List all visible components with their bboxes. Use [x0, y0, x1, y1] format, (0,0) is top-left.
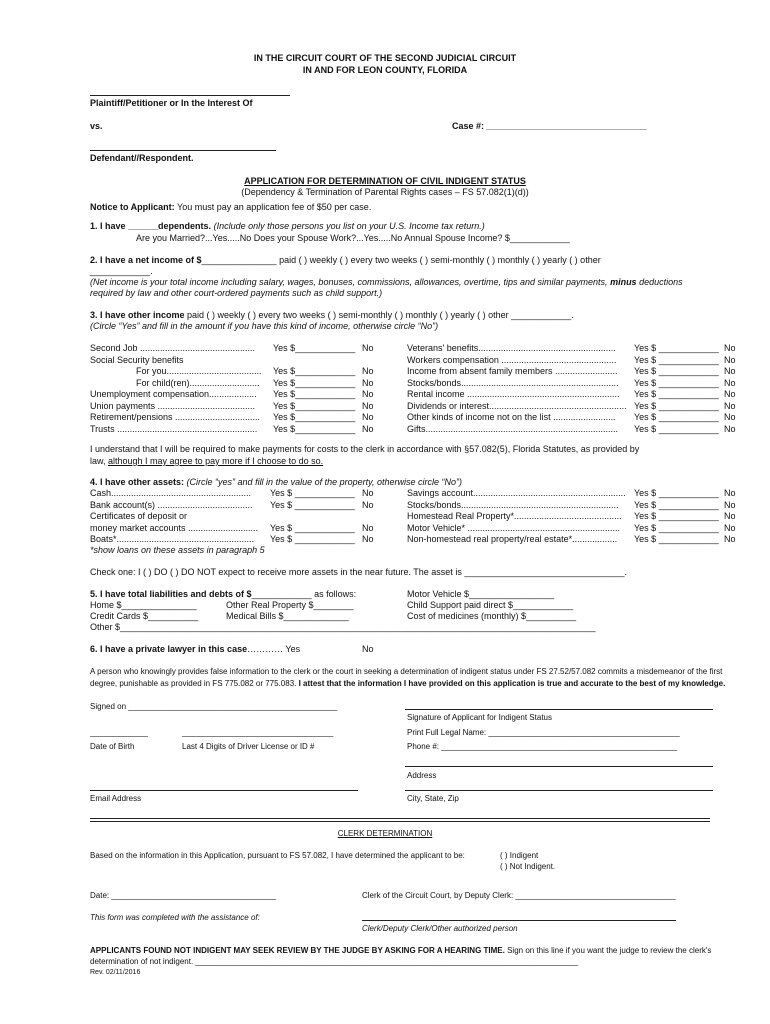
q5-other-real[interactable]: Other Real Property $________ [226, 600, 354, 610]
not-indigent-option[interactable]: ( ) Not Indigent. [500, 862, 556, 871]
signature-label: Signature of Applicant for Indigent Status [407, 713, 552, 722]
authorized-line[interactable] [362, 920, 676, 921]
print-name-field[interactable]: Print Full Legal Name: ___________________________________________ [407, 728, 680, 737]
q3-line [90, 311, 574, 320]
q3-left-item-no-option[interactable]: No [362, 400, 374, 411]
q3-right-item-label: Rental income ............................................................. [407, 389, 620, 399]
q6-prefix: 6. I have a private lawyer in this case [90, 644, 248, 654]
q4-left-item-no-option[interactable]: No [362, 488, 374, 498]
q4-right-item-label: Non-homestead real property/real estate*.................. [407, 534, 618, 544]
q3-right-item-yes-field[interactable]: Yes $ ____________ [634, 354, 719, 365]
q3-right-item-no-option[interactable]: No [724, 400, 736, 411]
q3-right-item-no-option[interactable]: No [724, 377, 736, 388]
q4-note: (Circle “yes” and fill in the value of the property, otherwise circle “No”) [184, 477, 462, 487]
city-line[interactable] [405, 790, 713, 791]
clerk-based: Based on the information in this Application, pursuant to FS 57.082, I have determined the applicant to be: [90, 851, 465, 860]
q3-left-item-no-option[interactable]: No [362, 389, 374, 399]
q4-right-item-no-option[interactable]: No [724, 534, 736, 544]
q2-line [90, 256, 601, 265]
q4-footnote: *show loans on these assets in paragraph 5 [90, 545, 265, 555]
q5-line [90, 590, 356, 599]
case-number-field[interactable]: Case #: ________________________________ [452, 121, 647, 131]
q4-right-item-yes-field[interactable]: Yes $ ____________ [634, 488, 719, 498]
q1-line [90, 222, 485, 231]
q2-note1b: deductions [636, 277, 683, 287]
q3-right-item-yes-field[interactable]: Yes $ ____________ [634, 343, 719, 353]
separator-bottom [90, 821, 710, 822]
q6-line [90, 645, 300, 654]
revision-date: Rev. 02/11/2016 [90, 969, 141, 976]
q3-right-item-label: Income from absent family members ......................... [407, 366, 618, 376]
indigent-option[interactable]: ( ) Indigent [500, 851, 539, 860]
q3-right-item-no-option[interactable]: No [724, 366, 736, 376]
q3-right-item-yes-field[interactable]: Yes $ ____________ [634, 412, 719, 422]
q6-yes[interactable]: ………… Yes [247, 644, 301, 654]
court-header-line2: IN AND FOR LEON COUNTY, FLORIDA [302, 65, 468, 75]
footer-line2[interactable]: determination of not indigent. ______________________________________________________________________________________ [90, 957, 579, 966]
q4-right-item-no-option[interactable]: No [724, 499, 736, 510]
q3-right-item-no-option[interactable]: No [724, 354, 736, 365]
q3-right-item-label: Gifts............................................................................. [407, 423, 619, 434]
q1-line2[interactable]: Are you Married?...Yes.....No Does your Spouse Work?...Yes.....No Annual Spouse Income? $____________ [136, 233, 570, 243]
footer-bold: APPLICANTS FOUND NOT INDIGENT MAY SEEK REVIEW BY THE JUDGE BY ASKING FOR A HEARING TIME. [90, 946, 505, 955]
notice-text: You must pay an application fee of $50 per case. [177, 202, 372, 212]
q3-right-item-yes-field[interactable]: Yes $ ____________ [634, 389, 719, 399]
q3-left-item-label: Union payments ....................................... [90, 400, 256, 411]
q3-left-item-label: Unemployment compensation................... [90, 389, 257, 399]
q3-left-item-no-option[interactable]: No [362, 412, 374, 422]
q3-left-item-no-option[interactable]: No [362, 343, 374, 353]
q3-left-item-yes-field[interactable]: Yes $____________ [273, 423, 356, 434]
clerk-date-field[interactable]: Date: _____________________________________ [90, 891, 276, 900]
q4-left-item-label: Bank account(s) ...................................... [90, 499, 253, 510]
q3-left-item-yes-field[interactable]: Yes $____________ [273, 400, 356, 411]
q5-child-support[interactable]: Child Support paid direct $____________ [407, 600, 574, 610]
q3-left-item-yes-field[interactable]: Yes $____________ [273, 412, 356, 422]
vs-label: vs. [90, 121, 103, 131]
q5-home[interactable]: Home $_______________ [90, 600, 197, 610]
q3-right-item-no-option[interactable]: No [724, 343, 736, 353]
q2-note2: required by law and other court-ordered payments such as child support.) [90, 288, 383, 298]
q4-left-item-no-option[interactable]: No [362, 534, 374, 544]
defendant-line[interactable] [90, 150, 276, 151]
q4-left-item-label: money market accounts ............................ [90, 522, 259, 533]
form-title: APPLICATION FOR DETERMINATION OF CIVIL INDIGENT STATUS [244, 176, 526, 186]
understand-line2 [90, 457, 323, 466]
q2-prefix: 2. I have a net income of $ [90, 255, 202, 265]
signature-line[interactable] [405, 709, 713, 710]
warning-attest: I attest that the information I have provided on this application is true and accurate to the best of my knowledge. [298, 679, 726, 688]
defendant-label: Defendant//Respondent. [90, 153, 194, 163]
q3-left-item-yes-field[interactable]: Yes $____________ [273, 366, 356, 376]
q3-left-item-label: Trusts ........................................................ [90, 423, 258, 434]
q2-minus: minus [610, 277, 637, 287]
footer-rest: Sign on this line if you want the judge to review the clerk's [504, 946, 712, 955]
q3-left-item-label: For you...................................... [136, 366, 262, 376]
q4-right-item-label: Stocks/bonds............................................................... [407, 499, 619, 510]
q3-left-item-no-option[interactable]: No [362, 423, 374, 434]
q5-rest[interactable]: ____________ as follows: [251, 589, 357, 599]
q3-right-item-no-option[interactable]: No [724, 423, 736, 434]
q3-right-item-label: Dividends or interest....................................................... [407, 400, 627, 411]
q4-right-item-yes-field[interactable]: Yes $ ____________ [634, 534, 719, 544]
q4-left-item-yes-field[interactable]: Yes $ ____________ [270, 534, 355, 544]
address-line[interactable] [405, 766, 713, 767]
q4-right-item-no-option[interactable]: No [724, 522, 736, 533]
q2-blank[interactable]: ____________. [90, 266, 153, 276]
q2-note1 [90, 278, 683, 287]
q5-other[interactable]: Other $_______________________________________________________________________________________________ [90, 622, 596, 632]
q4-left-item-label: Boats*....................................................... [90, 534, 255, 544]
warning-text: degree, punishable as provided in FS 775.082 or 775.083. [90, 679, 299, 688]
dob-blank[interactable]: _____________ [90, 728, 148, 737]
understand-law: law, [90, 456, 109, 466]
q3-right-item-label: Workers compensation .............................................. [407, 354, 617, 365]
court-header-line1: IN THE CIRCUIT COURT OF THE SECOND JUDICIAL CIRCUIT [253, 53, 517, 63]
footer-line1 [90, 947, 711, 955]
q3-right-item-yes-field[interactable]: Yes $ ____________ [634, 400, 719, 411]
q3-right-item-yes-field[interactable]: Yes $ ____________ [634, 377, 719, 388]
q1-note: (Include only those persons you list on your U.S. Income tax return.) [213, 221, 485, 231]
q3-right-item-yes-field[interactable]: Yes $ ____________ [634, 423, 719, 434]
phone-field[interactable]: Phone #: _____________________________________________________ [407, 742, 678, 751]
q4-right-item-yes-field[interactable]: Yes $ ____________ [634, 511, 719, 521]
dob-label: Date of Birth [90, 742, 135, 751]
check-one-line[interactable]: Check one: I ( ) DO ( ) DO NOT expect to receive more assets in the near future. The asset is ________________________________. [90, 567, 627, 577]
q3-left-item-label: Second Job .............................................. [90, 343, 256, 353]
email-label: Email Address [90, 794, 142, 803]
q6-no[interactable]: No [362, 644, 374, 654]
notice [90, 203, 371, 212]
clerk-deputy-field[interactable]: Clerk of the Circuit Court, by Deputy Clerk: ____________________________________ [362, 891, 676, 900]
q5-prefix: 5. I have total liabilities and debts of $ [90, 589, 252, 599]
clerk-heading: CLERK DETERMINATION [337, 829, 433, 838]
q4-right-item-no-option[interactable]: No [724, 488, 736, 498]
q1-prefix[interactable]: 1. I have ______dependents. [90, 221, 212, 231]
q4-right-item-yes-field[interactable]: Yes $ ____________ [634, 499, 719, 510]
q4-right-item-label: Savings account............................................................. [407, 488, 626, 498]
q5-motor[interactable]: Motor Vehicle $_________________ [407, 589, 555, 599]
authorized-label: Clerk/Deputy Clerk/Other authorized person [362, 924, 518, 933]
q4-left-item-yes-field[interactable]: Yes $ ____________ [270, 522, 355, 533]
q3-left-item-label: For child(ren)............................ [136, 377, 260, 388]
q3-right-item-label: Other kinds of income not on the list ......................... [407, 412, 616, 422]
understand-underlined: although I may agree to pay more if I choose to do so. [108, 456, 324, 466]
q4-left-item-no-option[interactable]: No [362, 499, 374, 510]
q4-left-item-label: Cash........................................................ [90, 488, 252, 498]
email-line[interactable] [90, 790, 358, 791]
warning-line2 [90, 680, 725, 688]
q4-right-item-yes-field[interactable]: Yes $ ____________ [634, 522, 719, 533]
plaintiff-label: Plaintiff/Petitioner or In the Interest Of [90, 98, 253, 108]
q3-right-item-label: Stocks/bonds............................................................... [407, 377, 619, 388]
q5-medicines[interactable]: Cost of medicines (monthly) $__________ [407, 611, 577, 621]
form-subtitle: (Dependency & Termination of Parental Rights cases – FS 57.082(1)(d)) [241, 187, 529, 197]
q3-left-item-yes-field[interactable]: Yes $____________ [273, 343, 356, 353]
q5-credit[interactable]: Credit Cards $__________ [90, 611, 199, 621]
q5-medical[interactable]: Medical Bills $_____________ [226, 611, 349, 621]
dl-blank[interactable]: __________________________________ [182, 728, 334, 737]
city-label: City, State, Zip [407, 794, 459, 803]
q4-left-item-yes-field[interactable]: Yes $ ____________ [270, 499, 355, 510]
q3-right-item-no-option[interactable]: No [724, 389, 736, 399]
q3-right-item-no-option[interactable]: No [724, 412, 736, 422]
q3-note: (Circle “Yes” and fill in the amount if you have this kind of income, otherwise circle “No”) [90, 321, 439, 331]
q3-left-item-label: Social Security benefits [90, 354, 184, 365]
q3-prefix: 3. I have other income [90, 310, 185, 320]
understand-line1: I understand that I will be required to make payments for costs to the clerk in accordance with §57.082(5), Florida Statutes, as provided by [90, 444, 640, 454]
q3-right-item-label: Veterans' benefits....................................................... [407, 343, 616, 353]
q4-left-item-label: Certificates of deposit or [90, 511, 188, 521]
q4-line [90, 478, 462, 487]
warning-line1: A person who knowingly provides false information to the clerk or the court in seeking a determination of indigent status under FS 27.52/57.082 commits a misdemeanor of the first [90, 667, 723, 676]
q2-rest[interactable]: _______________ paid ( ) weekly ( ) every two weeks ( ) semi-monthly ( ) monthly ( ) yearly ( ) other [201, 255, 601, 265]
q2-note1-text: (Net income is your total income including salary, wages, bonuses, commissions, allowances, overtime, tips and similar payments, [90, 277, 611, 287]
q3-rest[interactable]: paid ( ) weekly ( ) every two weeks ( ) semi-monthly ( ) monthly ( ) yearly ( ) other ____________. [184, 310, 574, 320]
q4-left-item-yes-field[interactable]: Yes $ ____________ [270, 488, 355, 498]
plaintiff-line[interactable] [90, 95, 290, 96]
q3-left-item-yes-field[interactable]: Yes $____________ [273, 377, 356, 388]
q3-left-item-label: Retirement/pensions .................................. [90, 412, 261, 422]
q3-left-item-yes-field[interactable]: Yes $____________ [273, 389, 356, 399]
address-label: Address [407, 771, 437, 780]
notice-label: Notice to Applicant: [90, 202, 175, 212]
signed-on-field[interactable]: Signed on _______________________________________________ [90, 702, 338, 711]
q4-right-item-label: Homestead Real Property*........................................... [407, 511, 622, 521]
q3-left-item-no-option[interactable]: No [362, 377, 374, 388]
q4-prefix: 4. I have other assets: [90, 477, 185, 487]
q3-right-item-yes-field[interactable]: Yes $ ____________ [634, 366, 719, 376]
q4-right-item-no-option[interactable]: No [724, 511, 736, 521]
separator-top [90, 818, 710, 819]
q4-right-item-label: Motor Vehicle* ............................................................. [407, 522, 621, 533]
q4-left-item-no-option[interactable]: No [362, 522, 374, 533]
completed-assistance: This form was completed with the assistance of: [90, 913, 260, 922]
q3-left-item-no-option[interactable]: No [362, 366, 374, 376]
dl-label: Last 4 Digits of Driver License or ID # [182, 742, 315, 751]
